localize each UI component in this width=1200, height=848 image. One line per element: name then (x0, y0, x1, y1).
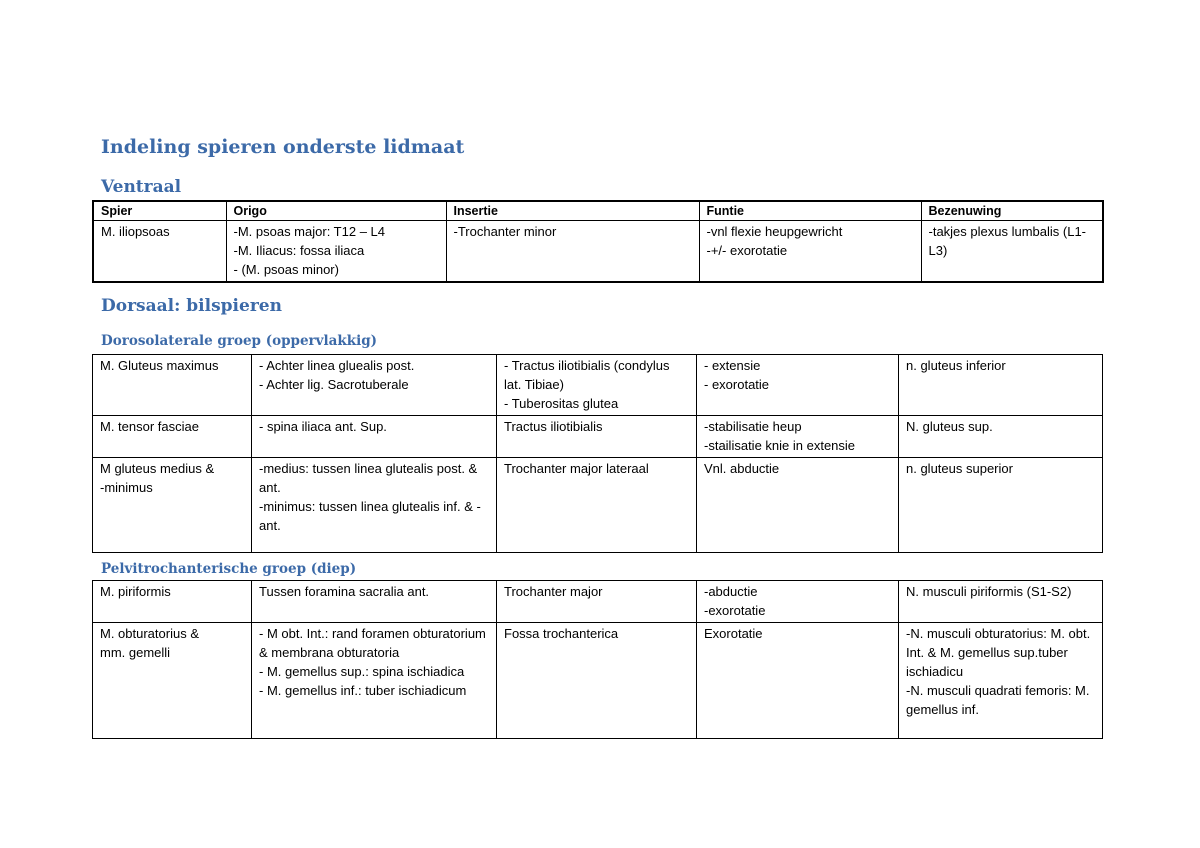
table-cell: M. tensor fasciae (93, 416, 252, 458)
table-cell: Tractus iliotibialis (497, 416, 697, 458)
table-cell: N. musculi piriformis (S1-S2) (899, 581, 1103, 623)
table-cell: -M. psoas major: T12 – L4 -M. Iliacus: fossa iliaca - (M. psoas minor) (226, 221, 446, 283)
column-header: Spier (93, 201, 226, 221)
table-cell: -abductie -exorotatie (697, 581, 899, 623)
table-dorosolaterale (92, 354, 1103, 553)
table-pelvitrochanterische (92, 580, 1103, 739)
table-cell: Vnl. abductie (697, 458, 899, 553)
column-header: Insertie (446, 201, 699, 221)
table-row (93, 581, 1103, 623)
table-cell: M. iliopsoas (93, 221, 226, 283)
table-cell: - extensie - exorotatie (697, 355, 899, 416)
subsection-heading-pelvitrochanterische: Pelvitrochanterische groep (diep) (101, 561, 357, 577)
table-cell: Fossa trochanterica (497, 623, 697, 739)
table-cell: M. piriformis (93, 581, 252, 623)
column-header: Bezenuwing (921, 201, 1103, 221)
table-cell: M gluteus medius & -minimus (93, 458, 252, 553)
page-title: Indeling spieren onderste lidmaat (101, 136, 465, 158)
table-cell: -takjes plexus lumbalis (L1-L3) (921, 221, 1103, 283)
table-cell: - spina iliaca ant. Sup. (252, 416, 497, 458)
column-header: Origo (226, 201, 446, 221)
table-cell: n. gluteus inferior (899, 355, 1103, 416)
table-cell: M. obturatorius & mm. gemelli (93, 623, 252, 739)
section-heading-ventraal: Ventraal (101, 177, 182, 197)
table-cell: N. gluteus sup. (899, 416, 1103, 458)
section-heading-dorsaal: Dorsaal: bilspieren (101, 296, 282, 316)
table-cell: -medius: tussen linea glutealis post. & ant. -minimus: tussen linea glutealis inf. & -ant. (252, 458, 497, 553)
table-cell: Exorotatie (697, 623, 899, 739)
table-cell: M. Gluteus maximus (93, 355, 252, 416)
table-row (93, 458, 1103, 553)
table-cell: -stabilisatie heup -stailisatie knie in extensie (697, 416, 899, 458)
table-cell: -Trochanter minor (446, 221, 699, 283)
table-row (93, 355, 1103, 416)
table-cell: Tussen foramina sacralia ant. (252, 581, 497, 623)
table-ventraal (92, 200, 1104, 283)
table-cell: - Tractus iliotibialis (condylus lat. Tibiae) - Tuberositas glutea (497, 355, 697, 416)
table-cell: - Achter linea gluealis post. - Achter lig. Sacrotuberale (252, 355, 497, 416)
table-cell: n. gluteus superior (899, 458, 1103, 553)
table-row (93, 623, 1103, 739)
table-cell: - M obt. Int.: rand foramen obturatorium & membrana obturatoria - M. gemellus sup.: spina ischiadica - M. gemellus inf.: tuber ischiadicum (252, 623, 497, 739)
table-cell: -N. musculi obturatorius: M. obt. Int. & M. gemellus sup.tuber ischiadicu -N. musculi quadrati femoris: M. gemellus inf. (899, 623, 1103, 739)
table-row (93, 416, 1103, 458)
table-cell: Trochanter major (497, 581, 697, 623)
subsection-heading-dorosolaterale: Dorosolaterale groep (oppervlakkig) (101, 333, 378, 349)
table-cell: -vnl flexie heupgewricht -+/- exorotatie (699, 221, 921, 283)
table-cell: Trochanter major lateraal (497, 458, 697, 553)
table-header-row (93, 201, 1103, 221)
table-row (93, 221, 1103, 283)
column-header: Funtie (699, 201, 921, 221)
